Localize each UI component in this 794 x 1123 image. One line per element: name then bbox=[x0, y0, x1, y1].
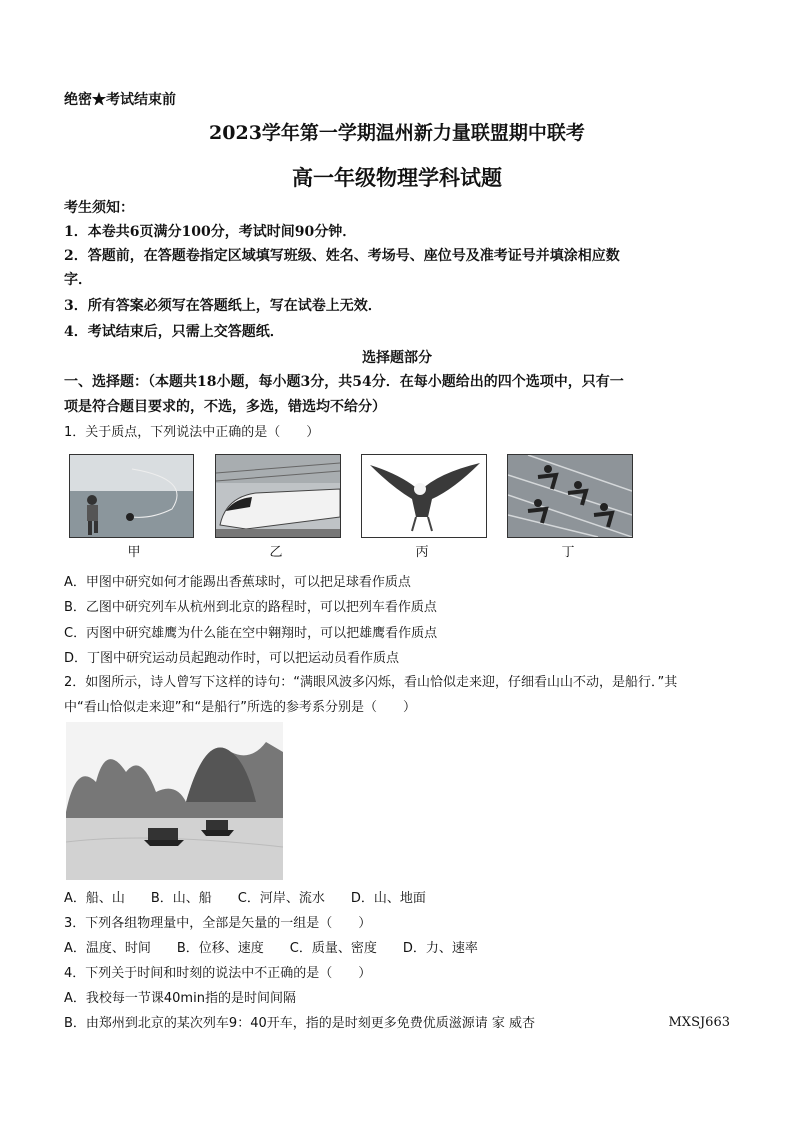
exam-title: 2023学年第一学期温州新力量联盟期中联考 bbox=[209, 122, 585, 144]
eagle-image bbox=[361, 454, 487, 538]
notice-item: 3．所有答案必须写在答题纸上，写在试卷上无效． bbox=[64, 298, 382, 314]
q1-stem: 1．关于质点，下列说法中正确的是（ ） bbox=[64, 425, 320, 440]
runners-image bbox=[507, 454, 633, 538]
q2-stem: 2．如图所示，诗人曾写下这样的诗句：“满眼风波多闪烁，看山恰似走来迎，仔细看山山不动，是船行．”其 bbox=[64, 675, 678, 690]
q4-option-a: A．我校每一节课40min指的是时间间隔 bbox=[64, 991, 296, 1006]
q1-option-c: C．丙图中研究雄鹰为什么能在空中翱翔时，可以把雄鹰看作质点 bbox=[64, 626, 438, 641]
notice-item: 2．答题前，在答题卷指定区域填写班级、姓名、考场号、座位号及准考证号并填涂相应数 bbox=[64, 248, 620, 264]
q3-options: A．温度、时间 B．位移、速度 C．质量、密度 D．力、速率 bbox=[64, 941, 478, 956]
caption-bing: 丙 bbox=[415, 545, 429, 560]
river-mountain-image bbox=[66, 722, 283, 880]
train-image bbox=[215, 454, 341, 538]
q2-options: A．船、山 B．山、船 C．河岸、流水 D．山、地面 bbox=[64, 891, 426, 906]
q4-option-b: B．由郑州到北京的某次列车9：40开车，指的是时刻更多免费优质滋源请 家 威杏 bbox=[64, 1016, 535, 1031]
q2-stem: 中“看山恰似走来迎”和“是船行”所选的参考系分别是（ ） bbox=[64, 700, 416, 715]
q1-option-b: B．乙图中研究列车从杭州到北京的路程时，可以把列车看作质点 bbox=[64, 600, 437, 615]
caption-yi: 乙 bbox=[269, 545, 283, 560]
section-intro: 项是符合题目要求的，不选，多选，错选均不给分） bbox=[64, 399, 386, 415]
caption-ding: 丁 bbox=[561, 545, 575, 560]
footer-code: MXSJ663 bbox=[668, 1015, 730, 1030]
section-title: 选择题部分 bbox=[362, 350, 432, 366]
notice-item: 4．考试结束后，只需上交答题纸． bbox=[64, 324, 284, 340]
exam-subtitle: 高一年级物理学科试题 bbox=[292, 165, 502, 190]
soccer-image bbox=[69, 454, 194, 538]
q3-stem: 3．下列各组物理量中，全部是矢量的一组是（ ） bbox=[64, 916, 372, 931]
notice-item: 1．本卷共6页满分100分，考试时间90分钟． bbox=[64, 224, 357, 240]
secret-mark: 绝密★考试结束前 bbox=[64, 92, 176, 108]
q4-stem: 4．下列关于时间和时刻的说法中不正确的是（ ） bbox=[64, 966, 372, 981]
q1-option-d: D．丁图中研究运动员起跑动作时，可以把运动员看作质点 bbox=[64, 651, 400, 666]
caption-jia: 甲 bbox=[127, 545, 141, 560]
notice-heading: 考生须知： bbox=[64, 200, 134, 216]
q1-option-a: A．甲图中研究如何才能踢出香蕉球时，可以把足球看作质点 bbox=[64, 575, 411, 590]
notice-item: 字． bbox=[64, 272, 92, 288]
section-intro: 一、选择题：（本题共18小题，每小题3分，共54分．在每小题给出的四个选项中，只有一 bbox=[64, 374, 624, 390]
